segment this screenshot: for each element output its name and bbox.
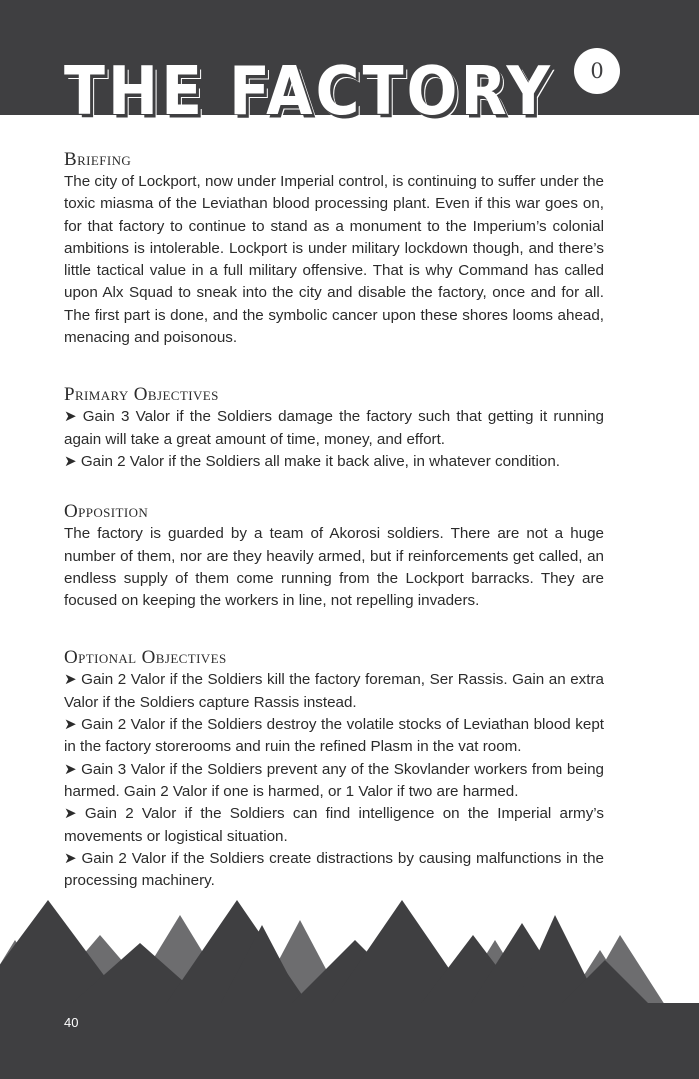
- optional-objective-text: Gain 3 Valor if the Soldiers prevent any of the Skovlander workers from being harmed. Gain 2 Valor if one is harmed, or 1 Valor if two are harmed.: [64, 760, 604, 800]
- opposition-text: The factory is guarded by a team of Akorosi soldiers. There are not a huge number of them, nor are they heavily armed, but if reinforcements get called, an endless supply of them come running from the Lockport barracks. They are focused on keeping the workers in line, not repelling invaders.: [64, 525, 604, 610]
- arrow-bullet-icon: ➤: [64, 716, 77, 734]
- primary-objective-text: Gain 2 Valor if the Soldiers all make it back alive, in whatever condition.: [80, 452, 561, 470]
- optional-objective-item: [64, 803, 604, 848]
- arrow-bullet-icon: ➤: [64, 760, 77, 778]
- primary-objectives-heading: Primary Objectives: [64, 384, 219, 406]
- opposition-heading: Opposition: [64, 501, 149, 523]
- footer-band: [0, 1003, 699, 1079]
- page-title: THE FACTORY: [64, 52, 553, 131]
- primary-objective-item: [64, 406, 604, 451]
- arrow-bullet-icon: ➤: [64, 805, 77, 823]
- arrow-bullet-icon: ➤: [64, 671, 77, 689]
- arrow-bullet-icon: ➤: [64, 408, 77, 426]
- scenario-number-badge: 0: [574, 48, 620, 94]
- primary-objective-text: Gain 3 Valor if the Soldiers damage the factory such that getting it running again will take a great amount of time, money, and effort.: [64, 408, 604, 448]
- page-number: 40: [64, 1015, 79, 1030]
- briefing-text: The city of Lockport, now under Imperial control, is continuing to suffer under the toxic miasma of the Leviathan blood processing plant. Even if this war goes on, for that factory to continue to stand as a monument to the Imperium’s colonial ambitions is intolerable. Lockport is under military lockdown though, and there’s little tactical value in a full military offensive. That is why Command has called upon Alx Squad to sneak into the city and disable the factory, once and for all. The first part is done, and the symbolic cancer upon these shores looms ahead, menacing and poisonous.: [64, 173, 605, 347]
- main-content: [64, 149, 604, 892]
- optional-objective-text: Gain 2 Valor if the Soldiers create distractions by causing malfunctions in the processing machinery.: [64, 849, 604, 890]
- optional-objective-text: Gain 2 Valor if the Soldiers kill the factory foreman, Ser Rassis. Gain an extra Valor if the Soldiers capture Rassis instead.: [64, 671, 604, 711]
- briefing-heading: Briefing: [64, 149, 132, 170]
- opposition-section: [64, 501, 604, 612]
- optional-objectives-section: [64, 647, 604, 892]
- optional-objective-item: [64, 669, 604, 714]
- primary-objectives-section: [64, 384, 604, 473]
- optional-objective-text: Gain 2 Valor if the Soldiers can find intelligence on the Imperial army’s movements or logistical situation.: [64, 805, 604, 845]
- optional-objective-item: [64, 714, 604, 759]
- arrow-bullet-icon: ➤: [64, 849, 77, 867]
- primary-objective-item: [64, 451, 604, 473]
- optional-objective-item: [64, 759, 604, 804]
- arrow-bullet-icon: ➤: [64, 452, 77, 470]
- optional-objectives-heading: Optional Objectives: [64, 647, 227, 669]
- optional-objective-text: Gain 2 Valor if the Soldiers destroy the volatile stocks of Leviathan blood kept in the factory storerooms and ruin the refined Plasm in the vat room.: [64, 716, 604, 756]
- optional-objective-item: [64, 848, 604, 893]
- mountain-range-decoration: [0, 895, 699, 1005]
- briefing-section: [64, 149, 604, 349]
